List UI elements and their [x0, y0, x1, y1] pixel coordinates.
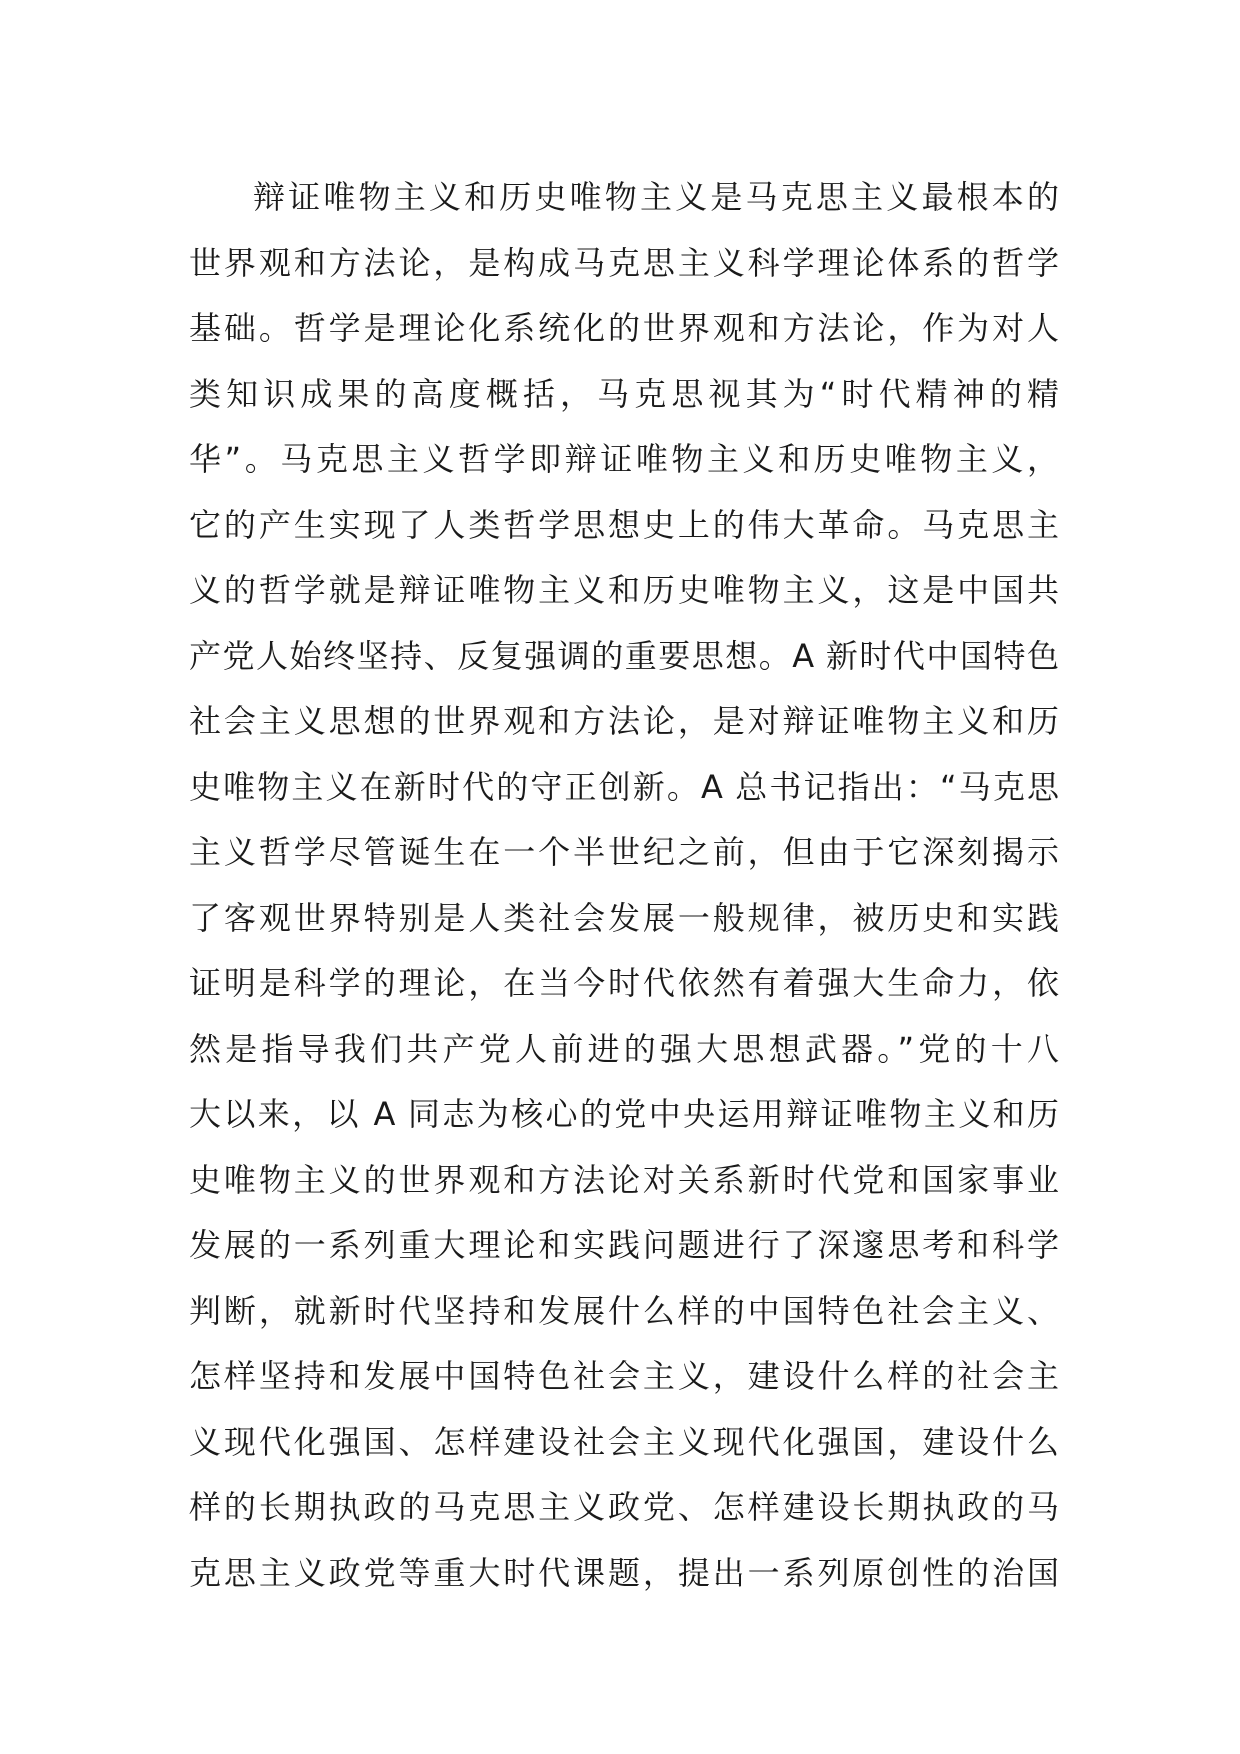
- paragraph-line: 发展的一系列重大理论和实践问题进行了深邃思考和科学: [189, 1226, 1059, 1264]
- paragraph-line: 义现代化强国、怎样建设社会主义现代化强国，建设什么: [189, 1422, 1059, 1461]
- paragraph-line: 然是指导我们共产党人前进的强大思想武器。”党的十八: [189, 1029, 1059, 1068]
- paragraph-line: 了客观世界特别是人类社会发展一般规律，被历史和实践: [189, 898, 1059, 937]
- paragraph-line: 怎样坚持和发展中国特色社会主义，建设什么样的社会主: [189, 1357, 1059, 1395]
- paragraph-line: 产党人始终坚持、反复强调的重要思想。A 新时代中国特色: [189, 636, 1059, 675]
- paragraph-line: 义的哲学就是辩证唯物主义和历史唯物主义，这是中国共: [189, 571, 1059, 609]
- paragraph-line: 史唯物主义在新时代的守正创新。A 总书记指出：“马克思: [189, 767, 1059, 806]
- paragraph-line: 主义哲学尽管诞生在一个半世纪之前，但由于它深刻揭示: [189, 833, 1059, 871]
- paragraph-line: 社会主义思想的世界观和方法论，是对辩证唯物主义和历: [189, 702, 1059, 740]
- paragraph-line: 判断，就新时代坚持和发展什么样的中国特色社会主义、: [189, 1291, 1059, 1330]
- paragraph-line: 基础。哲学是理论化系统化的世界观和方法论，作为对人: [189, 309, 1059, 347]
- paragraph-line: 克思主义政党等重大时代课题，提出一系列原创性的治国: [189, 1553, 1059, 1592]
- paragraph-line: 华”。马克思主义哲学即辩证唯物主义和历史唯物主义，: [189, 440, 1059, 478]
- paragraph-line: 史唯物主义的世界观和方法论对关系新时代党和国家事业: [189, 1160, 1059, 1199]
- paragraph-line: 类知识成果的高度概括，马克思视其为“时代精神的精: [189, 374, 1059, 413]
- body-paragraph: [189, 165, 1059, 1606]
- paragraph-line: 证明是科学的理论，在当今时代依然有着强大生命力，依: [189, 964, 1059, 1002]
- paragraph-line: 它的产生实现了人类哲学思想史上的伟大革命。马克思主: [189, 505, 1059, 544]
- paragraph-line: 大以来，以 A 同志为核心的党中央运用辩证唯物主义和历: [189, 1095, 1059, 1133]
- paragraph-line: 样的长期执政的马克思主义政党、怎样建设长期执政的马: [189, 1488, 1059, 1526]
- paragraph-line: 世界观和方法论，是构成马克思主义科学理论体系的哲学: [189, 243, 1059, 282]
- paragraph-line: 辩证唯物主义和历史唯物主义是马克思主义最根本的: [253, 178, 1059, 216]
